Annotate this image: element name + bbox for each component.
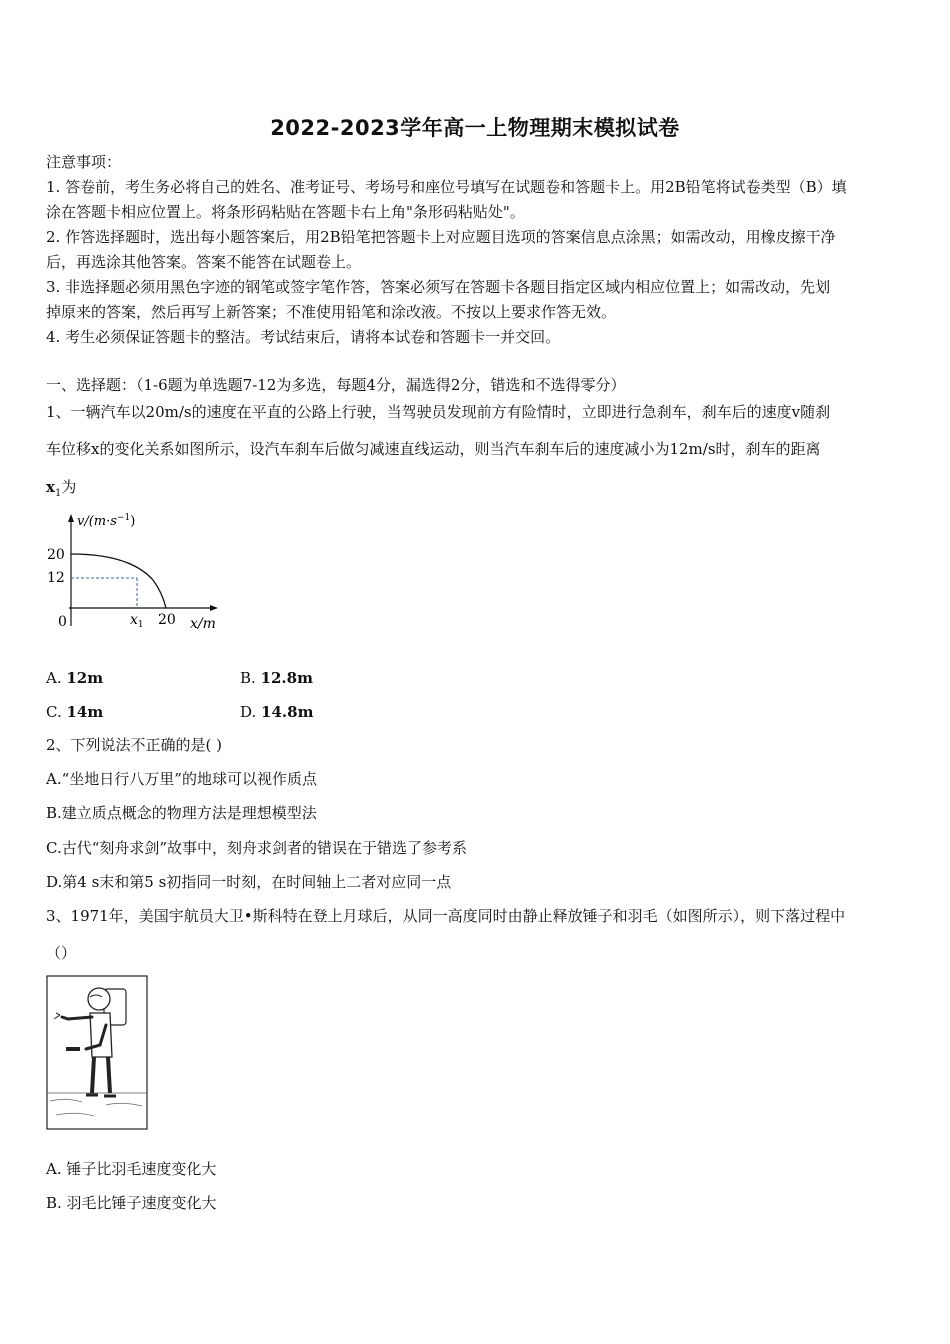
q2-option-c[interactable]: C.古代“刻舟求剑”故事中，刻舟求剑者的错误在于错选了参考系: [46, 839, 468, 857]
x-axis-arrow: [210, 605, 218, 611]
page-title: 2022-2023学年高一上物理期末模拟试卷: [270, 116, 680, 140]
q1-stem-tail: 为: [61, 478, 77, 496]
suit-torso: [90, 1013, 112, 1057]
y-axis-label: $v/(m\cdot s^{-1})$: [77, 513, 136, 529]
q1-stem-end: [46, 477, 76, 504]
notice-line: 后，再选涂其他答案。答案不能答在试题卷上。: [46, 253, 362, 271]
q3-option-a[interactable]: A. 锤子比羽毛速度变化大: [46, 1160, 217, 1178]
q2-option-a[interactable]: A.“坐地日行八万里”的地球可以视作质点: [46, 770, 317, 788]
q2-option-b[interactable]: B.建立质点概念的物理方法是理想模型法: [46, 804, 317, 822]
q1-stem-line: 1、一辆汽车以20m/s的速度在平直的公路上行驶，当驾驶员发现前方有险情时，立即进行急刹车，刹车后的速度v随刹: [46, 403, 831, 421]
notice-line: 涂在答题卡相应位置上。将条形码粘贴在答题卡右上角"条形码粘贴处"。: [46, 203, 525, 221]
q1-stem-line: 车位移x的变化关系如图所示，设汽车刹车后做匀减速直线运动，则当汽车刹车后的速度减小为12m/s时，刹车的距离: [46, 440, 821, 458]
notice-line: 掉原来的答案，然后再写上新答案；不准使用铅笔和涂改液。不按以上要求作答无效。: [46, 303, 617, 321]
astronaut-illustration: [46, 975, 148, 1130]
q2-option-d[interactable]: D.第4 s末和第5 s初指同一时刻，在时间轴上二者对应同一点: [46, 873, 452, 891]
notice-line: 3. 非选择题必须用黑色字迹的钢笔或签字笔作答，答案必须写在答题卡各题目指定区域内相应位置上；如需改动，先划: [46, 278, 831, 296]
x-axis-label: x/m: [190, 616, 216, 632]
notice-line: 4. 考生必须保证答题卡的整洁。考试结束后，请将本试卷和答题卡一并交回。: [46, 328, 561, 346]
q1-option-c[interactable]: C. 14m: [46, 703, 104, 721]
section-heading: 一、选择题：（1-6题为单选题7-12为多选，每题4分，漏选得2分，错选和不选得零分）: [46, 376, 626, 394]
q1-x-symbol: x: [46, 478, 55, 496]
notice-heading: 注意事项：: [46, 153, 122, 171]
y-tick-label: 12: [47, 570, 65, 586]
x-tick-label: 20: [158, 612, 176, 628]
notice-line: 1. 答卷前，考生务必将自己的姓名、准考证号、考场号和座位号填写在试题卷和答题卡上。用2B铅笔将试卷类型（B）填: [46, 178, 847, 196]
origin-label: 0: [58, 614, 67, 630]
hammer: [66, 1047, 80, 1051]
q1-option-b[interactable]: B. 12.8m: [240, 669, 313, 687]
helmet: [88, 988, 110, 1010]
q3-stem: 3、1971年，美国宇航员大卫•斯科特在登上月球后，从同一高度同时由静止释放锤子和羽毛（如图所示），则下落过程中: [46, 907, 846, 925]
notice-line: 2. 作答选择题时，选出每小题答案后，用2B铅笔把答题卡上对应题目选项的答案信息点涂黑；如需改动，用橡皮擦干净: [46, 228, 836, 246]
velocity-curve: [71, 554, 166, 608]
q3-option-b[interactable]: B. 羽毛比锤子速度变化大: [46, 1194, 217, 1212]
q1-option-d[interactable]: D. 14.8m: [240, 703, 314, 721]
q3-stem-paren: （）: [46, 944, 77, 962]
y-axis-arrow: [68, 514, 74, 522]
outstretched-arm: [62, 1017, 92, 1019]
q2-stem: 2、下列说法不正确的是( ): [46, 736, 223, 754]
q1-option-a[interactable]: A. 12m: [46, 669, 104, 687]
velocity-displacement-graph: [40, 504, 240, 634]
y-tick-label: 20: [47, 547, 65, 563]
q1-x-subscript: 1: [54, 488, 62, 499]
x1-tick-label: $x_1$: [130, 612, 144, 630]
